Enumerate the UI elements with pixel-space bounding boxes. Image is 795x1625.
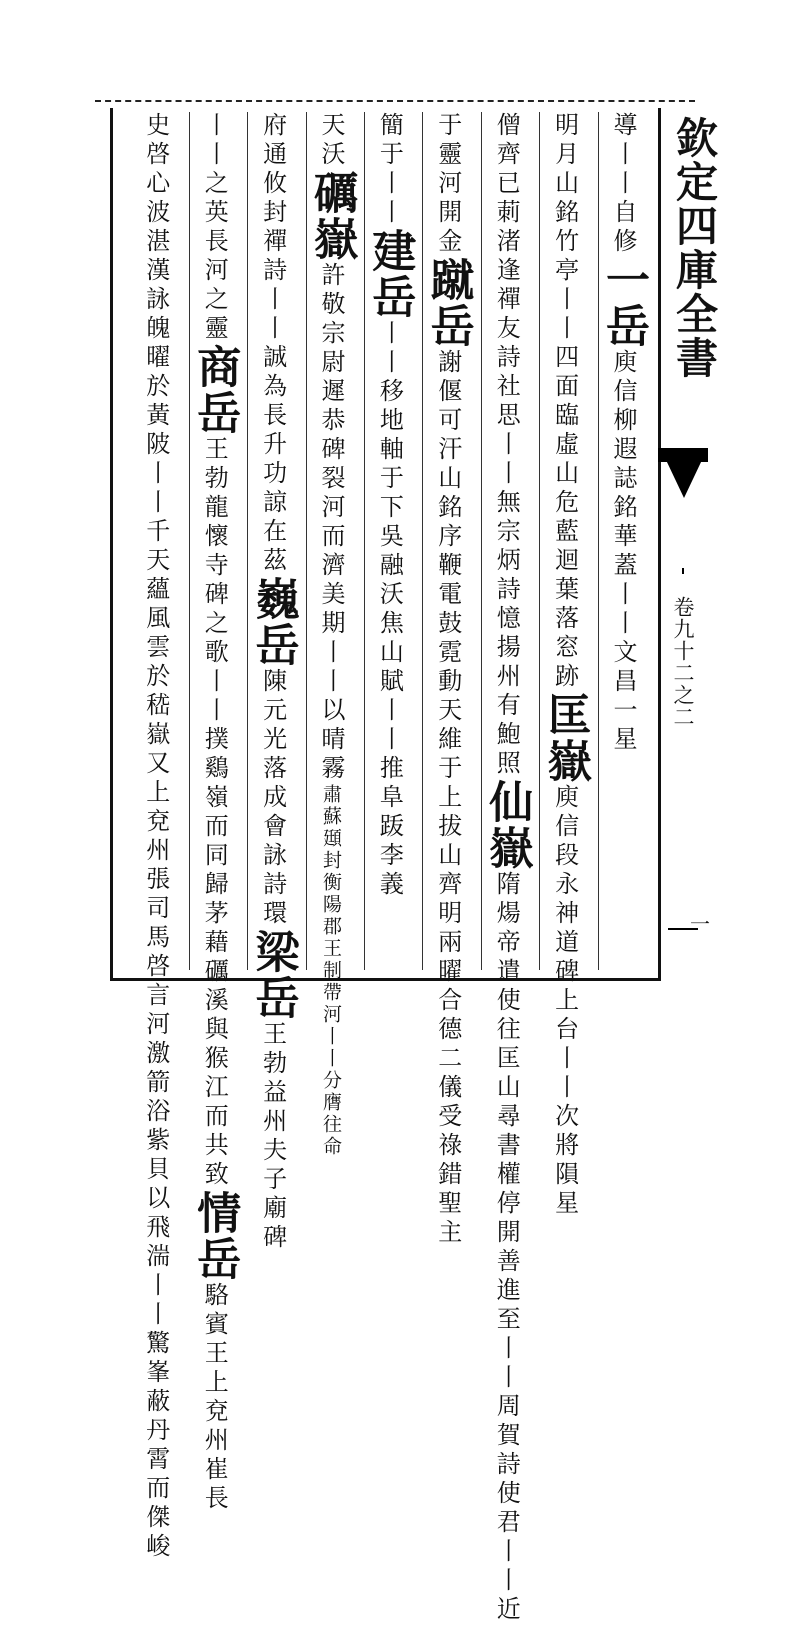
text-column bbox=[481, 112, 533, 1625]
fold-separator bbox=[682, 568, 684, 574]
column-divider bbox=[422, 112, 423, 970]
text-column bbox=[189, 112, 241, 1514]
column-text: 丨丨之英長河之靈 bbox=[200, 112, 229, 344]
column-text: 簡于丨丨 bbox=[375, 112, 404, 228]
column-text: 駱賓王上兗州崔長 bbox=[200, 1282, 229, 1514]
heading-term: 建岳 bbox=[364, 228, 416, 320]
heading-term: 情岳 bbox=[189, 1190, 241, 1282]
column-text: 史啓心波湛漢詠魄曜於黃陂丨丨千天蘊風雲於嵇嶽又上兗州張司馬啓言河激箭浴紫貝以飛湍丨丨驚峯蔽丹霄而傑峻 bbox=[141, 112, 170, 1562]
column-text: 王勃龍懷寺碑之歌丨丨撲鷄嶺而同歸茅藉礪溪與猴江而共致 bbox=[200, 436, 229, 1190]
column-text: 謝偃可汗山銘序鞭電鼓霓動天維于上拔山齊明兩曜合德二儀受祿錯聖主 bbox=[433, 349, 462, 1248]
column-text: 于靈河開金 bbox=[433, 112, 462, 257]
column-text: 天沃 bbox=[317, 112, 345, 170]
book-title: 欽定四庫全書 bbox=[670, 116, 719, 380]
fold-margin bbox=[658, 108, 719, 978]
heading-term: 一岳 bbox=[598, 257, 649, 349]
top-border-rule bbox=[95, 100, 695, 102]
column-divider bbox=[481, 112, 482, 970]
fishtail-mark bbox=[666, 460, 702, 498]
column-divider bbox=[189, 112, 190, 970]
column-text: 導丨丨自修 bbox=[609, 112, 637, 257]
column-divider bbox=[364, 112, 365, 970]
column-divider bbox=[247, 112, 248, 970]
volume-label: 卷九十二之二 bbox=[671, 596, 695, 728]
heading-term: 商岳 bbox=[189, 344, 241, 436]
page-number-rule bbox=[668, 928, 698, 930]
small-note: 肅蘇頲封衡陽郡王制帶河丨丨分膺往命 bbox=[320, 784, 342, 1158]
heading-term: 礪嶽 bbox=[306, 170, 357, 262]
text-column bbox=[539, 112, 591, 1219]
text-column bbox=[247, 112, 299, 1253]
heading-term: 巍岳 bbox=[247, 576, 299, 668]
heading-term: 梁岳 bbox=[247, 929, 299, 1021]
text-column bbox=[598, 112, 649, 967]
text-column bbox=[137, 112, 175, 1562]
column-divider bbox=[539, 112, 540, 970]
text-column bbox=[306, 112, 357, 1158]
heading-term: 匡嶽 bbox=[539, 692, 591, 784]
column-text: 隋煬帝遣使往匡山尋書權停開善進至丨丨周賀詩使君丨丨近 bbox=[492, 871, 521, 1625]
column-text: 僧齊已莿渚逢禪友詩社思丨丨無宗炳詩憶揚州有鮑照 bbox=[492, 112, 521, 779]
column-divider bbox=[306, 112, 307, 970]
column-text: 府通攸封禪詩丨丨誠為長升功諒在茲 bbox=[258, 112, 287, 576]
column-text: 陳元光落成會詠詩環 bbox=[258, 668, 287, 929]
page-number: 一 bbox=[690, 912, 710, 936]
column-text: 王勃益州夫子廟碑 bbox=[258, 1021, 287, 1253]
heading-term: 蹴岳 bbox=[422, 257, 474, 349]
heading-term: 仙嶽 bbox=[481, 779, 533, 871]
column-text: 丨丨移地軸于下吳融沃焦山賦丨丨推阜䟦李義 bbox=[375, 320, 404, 900]
column-divider bbox=[598, 112, 599, 970]
text-column bbox=[422, 112, 474, 1248]
column-text: 明月山銘竹亭丨丨四面臨虛山危藍迴葉落窓跡 bbox=[550, 112, 579, 692]
column-text: 庾信段永神道碑上台丨丨次將隕星 bbox=[550, 784, 579, 1219]
text-column bbox=[364, 112, 416, 967]
column-text: 許敬宗尉遲恭碑裂河而濟美期丨丨以晴霧 bbox=[317, 262, 345, 784]
column-text: 庾信柳遐誌銘華蓋丨丨文昌一星 bbox=[609, 349, 637, 755]
